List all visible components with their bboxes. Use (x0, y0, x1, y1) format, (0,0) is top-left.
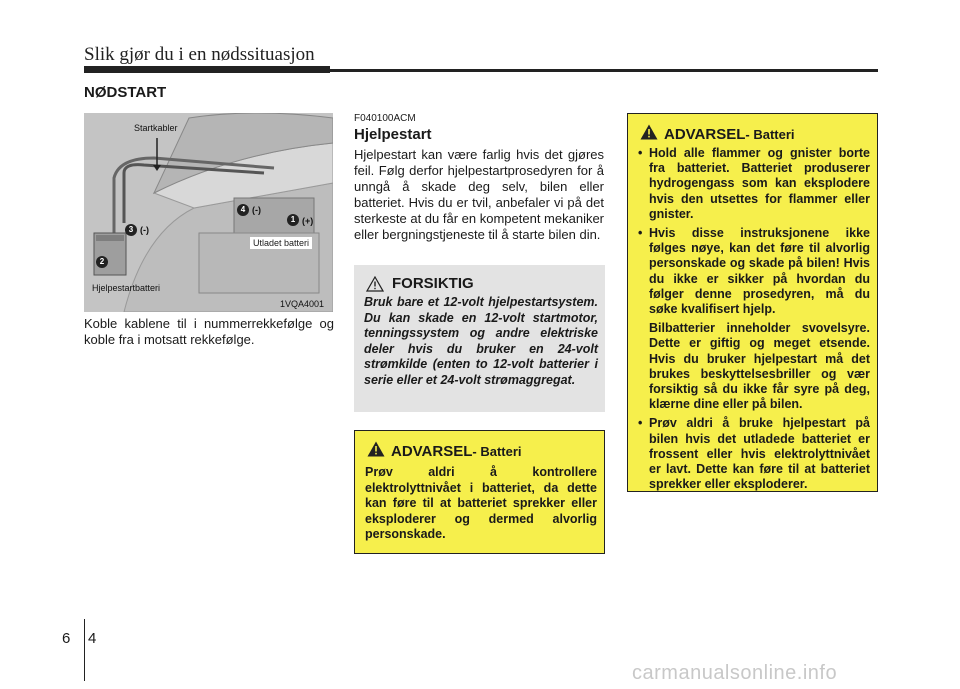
step-badge-3: 3 (125, 224, 137, 236)
list-item: • Prøv aldri å bruke hjelpestart på bilen hvis det utladede batteriet er frossent eller hvis elektrolyttnivået er lavt. Dette kan føre til at batteriet sprekker eller eksploderer. (638, 416, 870, 492)
step-badge-2: 2 (96, 256, 108, 268)
booster-battery-label: Hjelpestartbatteri (92, 283, 161, 293)
caution-title: FORSIKTIG (392, 275, 474, 292)
negative-terminal-label-booster: (-) (140, 225, 149, 235)
negative-terminal-label-dead: (-) (252, 205, 261, 215)
cables-label: Startkabler (134, 123, 178, 133)
figure-code: 1VQA4001 (280, 299, 325, 309)
warning-title (664, 126, 795, 143)
connection-instructions: Koble kablene til i nummerrekkefølge og koble fra i motsatt rekkefølge. (84, 316, 334, 347)
warning-text: Prøv aldri å kontrollere elektrolyttnivået i batteriet, da dette kan føre til at batteriet sprekker eller eksploderer og dermed alvorlig personskade. (365, 465, 597, 541)
section-code: F040100ACM (354, 113, 416, 124)
section-title: NØDSTART (84, 84, 167, 101)
step-badge-4: 4 (237, 204, 249, 216)
warning-box-battery (627, 113, 878, 492)
warning-title (391, 443, 522, 460)
page-number-divider (84, 619, 85, 681)
positive-terminal-label: (+) (302, 216, 314, 226)
list-item: • Hvis disse instruksjonene ikke følges nøye, kan det føre til alvorlig personskade og skade på bilen! Hvis du ikke er sikker på hvordan du følger denne prosedyren, må du søke kvalifisert hjelp. (638, 226, 870, 317)
jump-start-body: Hjelpestart kan være farlig hvis det gjøres feil. Følg derfor hjelpestartprosedyren for å unngå å skade deg selv, bilen eller batteriet. Hvis du er tvil, anbefaler vi på det sterkeste at du får en kompetent mekaniker eller bergningstjeneste til å starte bilen din. (354, 147, 605, 242)
warning-subtitle: - Batteri (472, 444, 522, 459)
page-chapter: 6 (62, 630, 71, 647)
warning-triangle-icon (367, 441, 385, 457)
caution-triangle-icon (366, 276, 384, 292)
warning-title-main: ADVARSEL (391, 443, 473, 460)
list-item: Bilbatterier inneholder svovelsyre. Dette er giftig og meget etsende. Hvis du bruker hjelpestart må det brukes beskyttelsesbriller og vær forsiktig så du ikke får syre på deg, klærne dine eller på bilen. (649, 321, 870, 412)
step-badge-1: 1 (287, 214, 299, 226)
header-rule (84, 69, 878, 72)
subsection-heading: Hjelpestart (354, 126, 432, 143)
caution-text: Bruk bare et 12-volt hjelpestartsystem. Du kan skade en 12-volt startmotor, tenningssystem og andre elektriske deler hvis du bruker en 24-volt strømkilde (enten to 12-volt batterier i serie eller et 24-volt strømaggregat. (364, 295, 598, 387)
dead-battery-label: Utladet batteri (250, 237, 312, 249)
warning-box-electrolyte (354, 430, 605, 554)
warning-list (636, 146, 870, 496)
warning-title-main: ADVARSEL (664, 126, 746, 143)
jump-start-illustration (84, 113, 333, 312)
page-header-title: Slik gjør du i en nødssituasjon (84, 44, 315, 65)
caution-box (354, 265, 605, 412)
page-number: 4 (88, 630, 97, 647)
warning-subtitle: - Batteri (745, 127, 795, 142)
warning-triangle-icon (640, 124, 658, 140)
list-item: • Hold alle flammer og gnister borte fra batteriet. Batteriet produserer hydrogengass som kan eksplodere hvis den utsettes for flammer eller gnister. (638, 146, 870, 221)
watermark: carmanualsonline.info (632, 662, 838, 684)
